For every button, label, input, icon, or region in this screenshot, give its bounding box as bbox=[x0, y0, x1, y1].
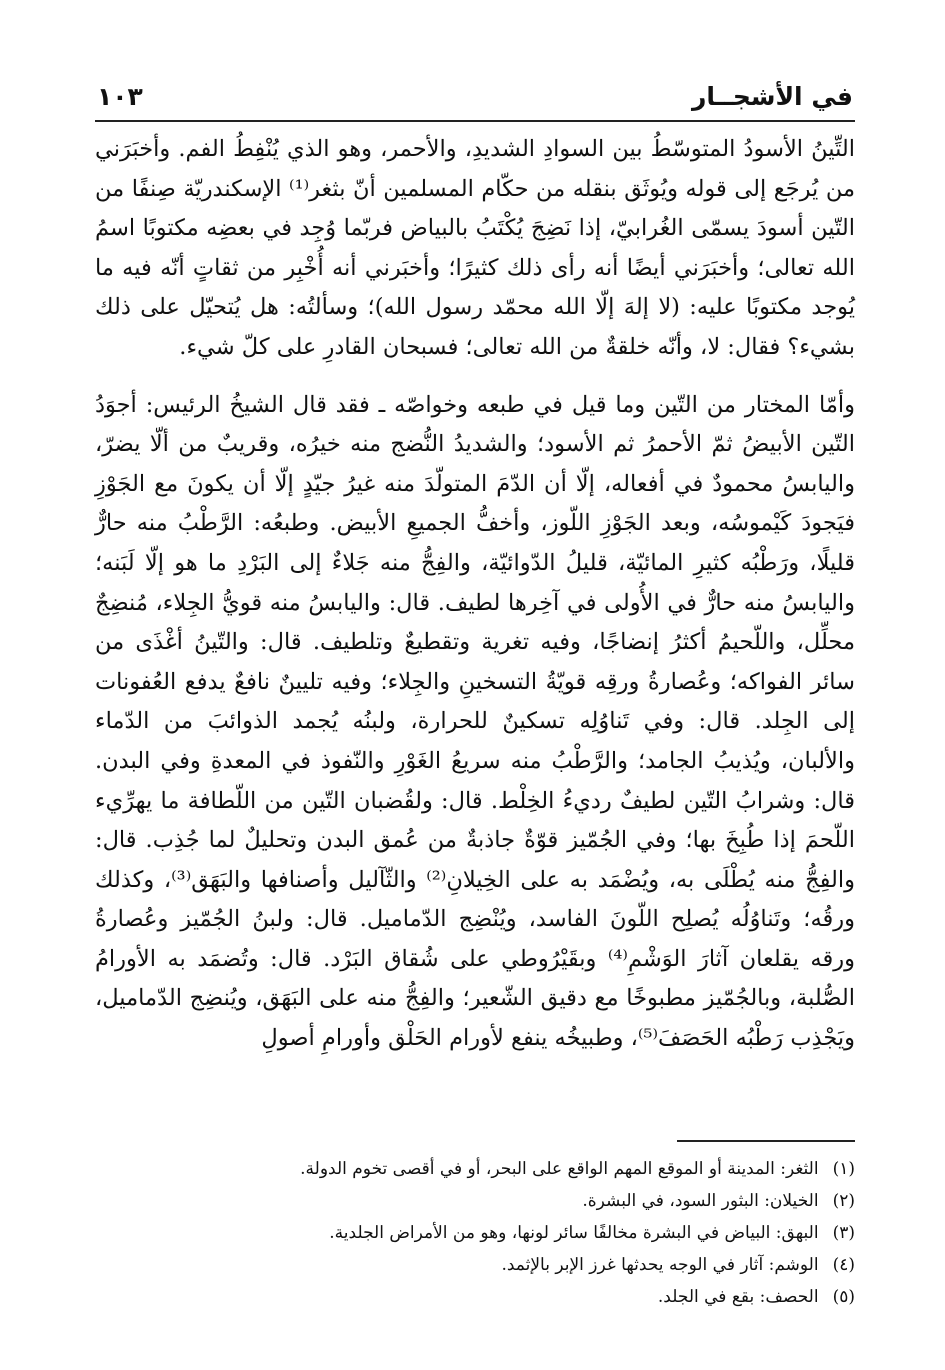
paragraph-1: التِّينُ الأسودُ المتوسّطُ بين السوادِ الشديدِ، والأحمر، وهو الذي يُنْفِطُ الفم. وأخبَرَني من يُرجَع إلى قوله ويُوثَق بنقله من حكّام المسلمين أنّ بثغر⁽¹⁾ الإسكندريّة صِنفًا من التّين أسودَ يسمّى الغُرابيّ، إذا نَضِجَ يُكْتَبُ بالبياض فربّما وُجِد في بعضِه مكتوبًا اسمُ الله تعالى؛ وأخبَرَني أيضًا أنه رأى ذلك كثيرًا؛ وأخبَرني أنه أُخْبِر من ثقاتٍ أنّه فيه ما يُوجد مكتوبًا عليه: (لا إلهَ إلّا الله محمّد رسول الله)؛ وسألتُه: هل يُتحيّل على ذلك بشيء؟ فقال: لا، وأنّه خلقةٌ من الله تعالى؛ فسبحان القادرِ على كلّ شيء. bbox=[95, 136, 855, 360]
main-text bbox=[95, 130, 855, 1059]
footnote-5 bbox=[95, 1281, 855, 1313]
footnote-2 bbox=[95, 1185, 855, 1217]
footnote-text: الوشم: آثار في الوجه يحدثها غرز الإبر بالإثمد. bbox=[501, 1255, 819, 1275]
footnote-4 bbox=[95, 1249, 855, 1281]
footnotes-list bbox=[95, 1153, 855, 1313]
footnote-separator bbox=[677, 1140, 855, 1142]
footnote-1 bbox=[95, 1153, 855, 1185]
footnote-number: (٢) bbox=[832, 1191, 855, 1211]
footnote-text: الثغر: المدينة أو الموقع المهم الواقع على البحر، أو في أقصى تخوم الدولة. bbox=[300, 1159, 819, 1179]
footnote-text: الحصف: بقع في الجلد. bbox=[657, 1287, 819, 1307]
footnote-number: (٣) bbox=[832, 1223, 855, 1243]
footnote-number: (٥) bbox=[832, 1287, 855, 1307]
footnote-text: الخيلان: البثور السود، في البشرة. bbox=[582, 1191, 819, 1211]
footnote-number: (١) bbox=[832, 1159, 855, 1179]
book-page bbox=[95, 70, 855, 1350]
footnote-number: (٤) bbox=[832, 1255, 855, 1275]
running-title: في الأشجــار bbox=[691, 82, 853, 111]
paragraph-2: وأمّا المختار من التّين وما قيل في طبعه وخواصّه ـ فقد قال الشيخُ الرئيس: أجوَدُ التّين الأبيضُ ثمّ الأحمرُ ثم الأسود؛ والشديدُ النُّضج منه خيرُه، وقريبٌ من ألّا يضرّ، واليابسُ محمودٌ في أفعاله، إلّا أن الدّمَ المتولّدَ منه غيرُ جيّدٍ إلّا أن يكونَ مع الجَوْزِ فيَجودَ كَيْموسُه، وبعد الجَوْزِ اللّوز، وأخفُّ الجميعِ الأبيض. وطبعُه: الرَّطْبُ منه حارٌّ قليلًا، ورَطْبُه كثيرِ المائيّة، قليلُ الدّوائيّة، والفِجُّ منه جَلاءٌ إلى البَرْدِ ما هو إلّا لَبَنه؛ واليابسُ منه حارٌّ في الأُولى في آخِرها لطيف. قال: واليابسُ منه قويُّ الجِلاء، مُنضِجٌ محلِّل، واللّحيمُ أكثرُ إنضاجًا، وفيه تغرية وتقطيعٌ وتلطيف. قال: والتّينُ أغْذَى من سائر الفواكه؛ وعُصارةُ ورقِه قويّةُ التسخينِ والجِلاء؛ وفيه تليينٌ نافعٌ يدفع العُفونات إلى الجِلد. قال: وفي تَناوُلِه تسكينٌ للحرارة، ولبنُه يُجمد الذوائبَ من الدّماء والألبان، ويُذيبُ الجامد؛ والرَّطْبُ منه سريعُ الغَوْرِ والنّفوذ في المعدةِ وفي البدن. قال: وشرابُ التّين لطيفٌ رديءُ الخِلْط. قال: ولقُضبان التّين من اللّطافة ما يهرِّيء اللّحمَ إذا طُبِخَ بها؛ وفي الجُمّيز قوّةٌ جاذبةٌ من عُمق البدن وتحليلٌ لما جُذِب. قال: والفِجُّ منه يُطْلَى به، ويُضْمَد به على الخِيلانِ⁽²⁾ والثّآليل وأصنافها والبَهَق⁽³⁾، وكذلك ورقُه؛ وتَناوُلُه يُصلِح اللّونَ الفاسد، ويُنْضِج الدّماميل. قال: ولبنُ الجُمّيز وعُصارةُ ورقه يقلعان آثارَ الوَشْمِ⁽⁴⁾ وبقَيْرُوطي على شُقاق البَرْد. قال: وتُضمَد به الأورامُ الصُّلبة، وبالجُمّيز مطبوخًا مع دقيق الشّعير؛ والفِجُّ منه على البَهَق، ويُنضِج الدّماميل، ويَجْذِب رَطْبُه الحَصَفَ⁽⁵⁾، وطبيخُه ينفع لأورام الحَلْق وأورامِ أصولِ bbox=[95, 391, 855, 1052]
footnote-3 bbox=[95, 1217, 855, 1249]
page-number: ١٠٣ bbox=[97, 82, 143, 111]
page-header bbox=[95, 70, 855, 122]
footnote-text: البهق: البياض في البشرة مخالفًا سائر لونها، وهو من الأمراض الجلدية. bbox=[329, 1223, 819, 1243]
